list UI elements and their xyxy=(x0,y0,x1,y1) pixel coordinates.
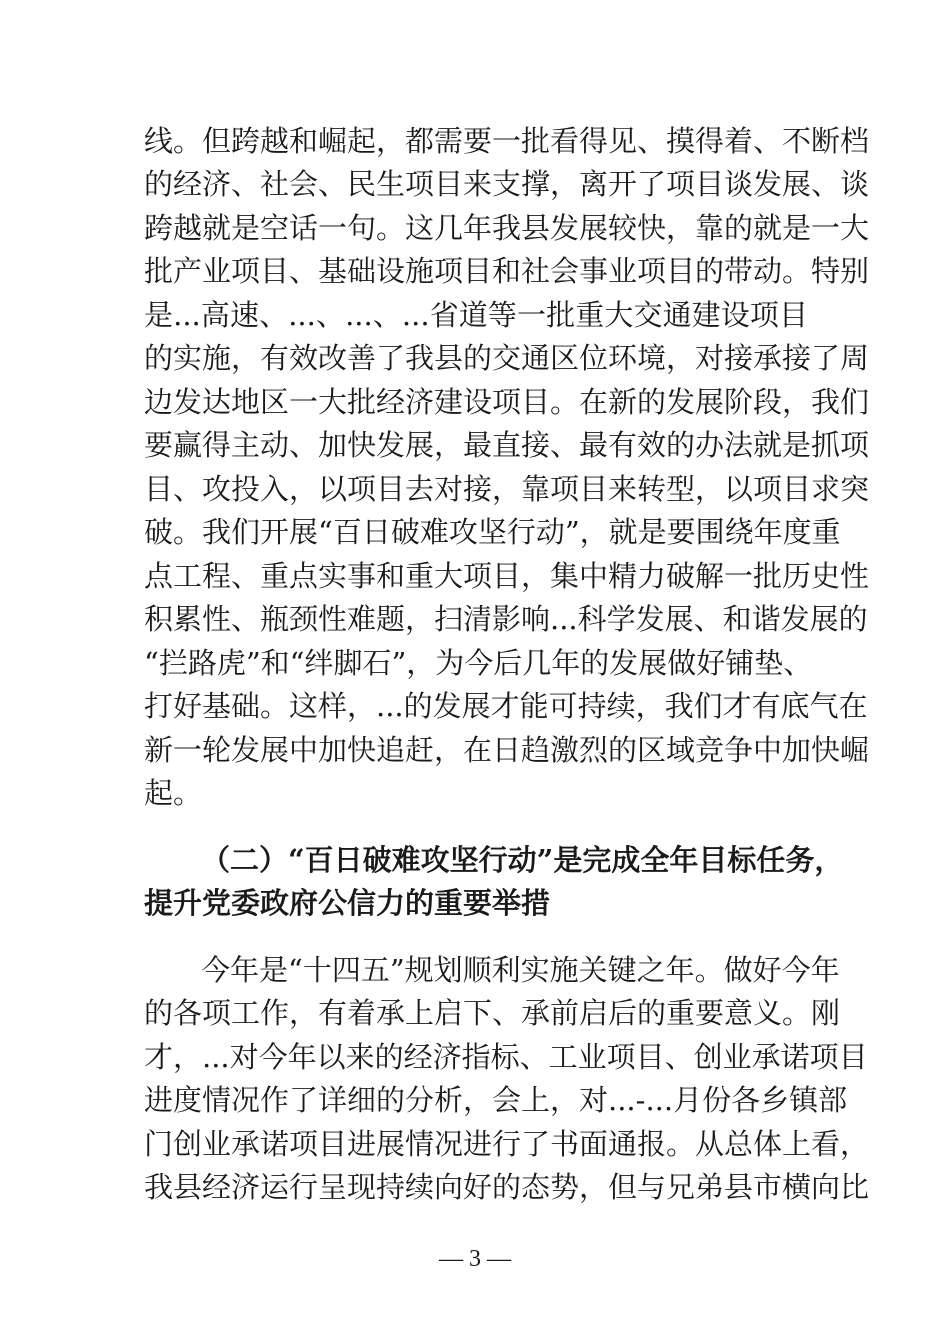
paragraph-line: 进度情况作了详细的分析，会上，对...-...月份各乡镇部 xyxy=(144,1083,848,1117)
paragraph-line: 今年是“十四五”规划顺利实施关键之年。做好今年 xyxy=(201,953,840,987)
paragraph-line: 打好基础。这样，...的发展才能可持续，我们才有底气在 xyxy=(144,689,868,723)
paragraph-line: “拦路虎”和“绊脚石”，为今后几年的发展做好铺垫、 xyxy=(144,646,813,680)
paragraph-line: 点工程、重点实事和重大项目，集中精力破解一批历史性 xyxy=(144,559,870,593)
paragraph-line: 起。 xyxy=(144,776,203,810)
paragraph-line: 要赢得主动、加快发展，最直接、最有效的办法就是抓项 xyxy=(144,428,870,462)
paragraph-line: 目、攻投入，以项目去对接，靠项目来转型，以项目求突 xyxy=(144,472,870,506)
heading-line: 提升党委政府公信力的重要举措 xyxy=(144,886,551,920)
paragraph-line: 积累性、瓶颈性难题，扫清影响...科学发展、和谐发展的 xyxy=(144,602,868,636)
paragraph-line: 才，...对今年以来的经济指标、工业项目、创业承诺项目 xyxy=(144,1040,868,1074)
paragraph-line: 的实施，有效改善了我县的交通区位环境，对接承接了周 xyxy=(144,341,870,375)
heading-line: （二）“百日破难攻坚行动”是完成全年目标任务， xyxy=(201,843,844,877)
paragraph-line: 边发达地区一大批经济建设项目。在新的发展阶段，我们 xyxy=(144,385,870,419)
paragraph-line: 的各项工作，有着承上启下、承前启后的重要意义。刚 xyxy=(144,996,841,1030)
paragraph-line: 是...高速、...、...、...省道等一批重大交通建设项目 xyxy=(144,298,808,332)
paragraph-line: 跨越就是空话一句。这几年我县发展较快，靠的就是一大 xyxy=(144,211,870,245)
page-number: — 3 — xyxy=(439,1246,511,1272)
paragraph-line: 线。但跨越和崛起，都需要一批看得见、摸得着、不断档 xyxy=(144,124,870,158)
paragraph-line: 新一轮发展中加快追赶，在日趋激烈的区域竞争中加快崛 xyxy=(144,733,870,767)
paragraph-line: 门创业承诺项目进展情况进行了书面通报。从总体上看， xyxy=(144,1127,870,1161)
paragraph-line: 的经济、社会、民生项目来支撑，离开了项目谈发展、谈 xyxy=(144,167,870,201)
paragraph-line: 破。我们开展“百日破难攻坚行动”，就是要围绕年度重 xyxy=(144,515,841,549)
paragraph-line: 批产业项目、基础设施项目和社会事业项目的带动。特别 xyxy=(144,254,870,288)
paragraph-line: 我县经济运行呈现持续向好的态势，但与兄弟县市横向比 xyxy=(144,1170,870,1204)
